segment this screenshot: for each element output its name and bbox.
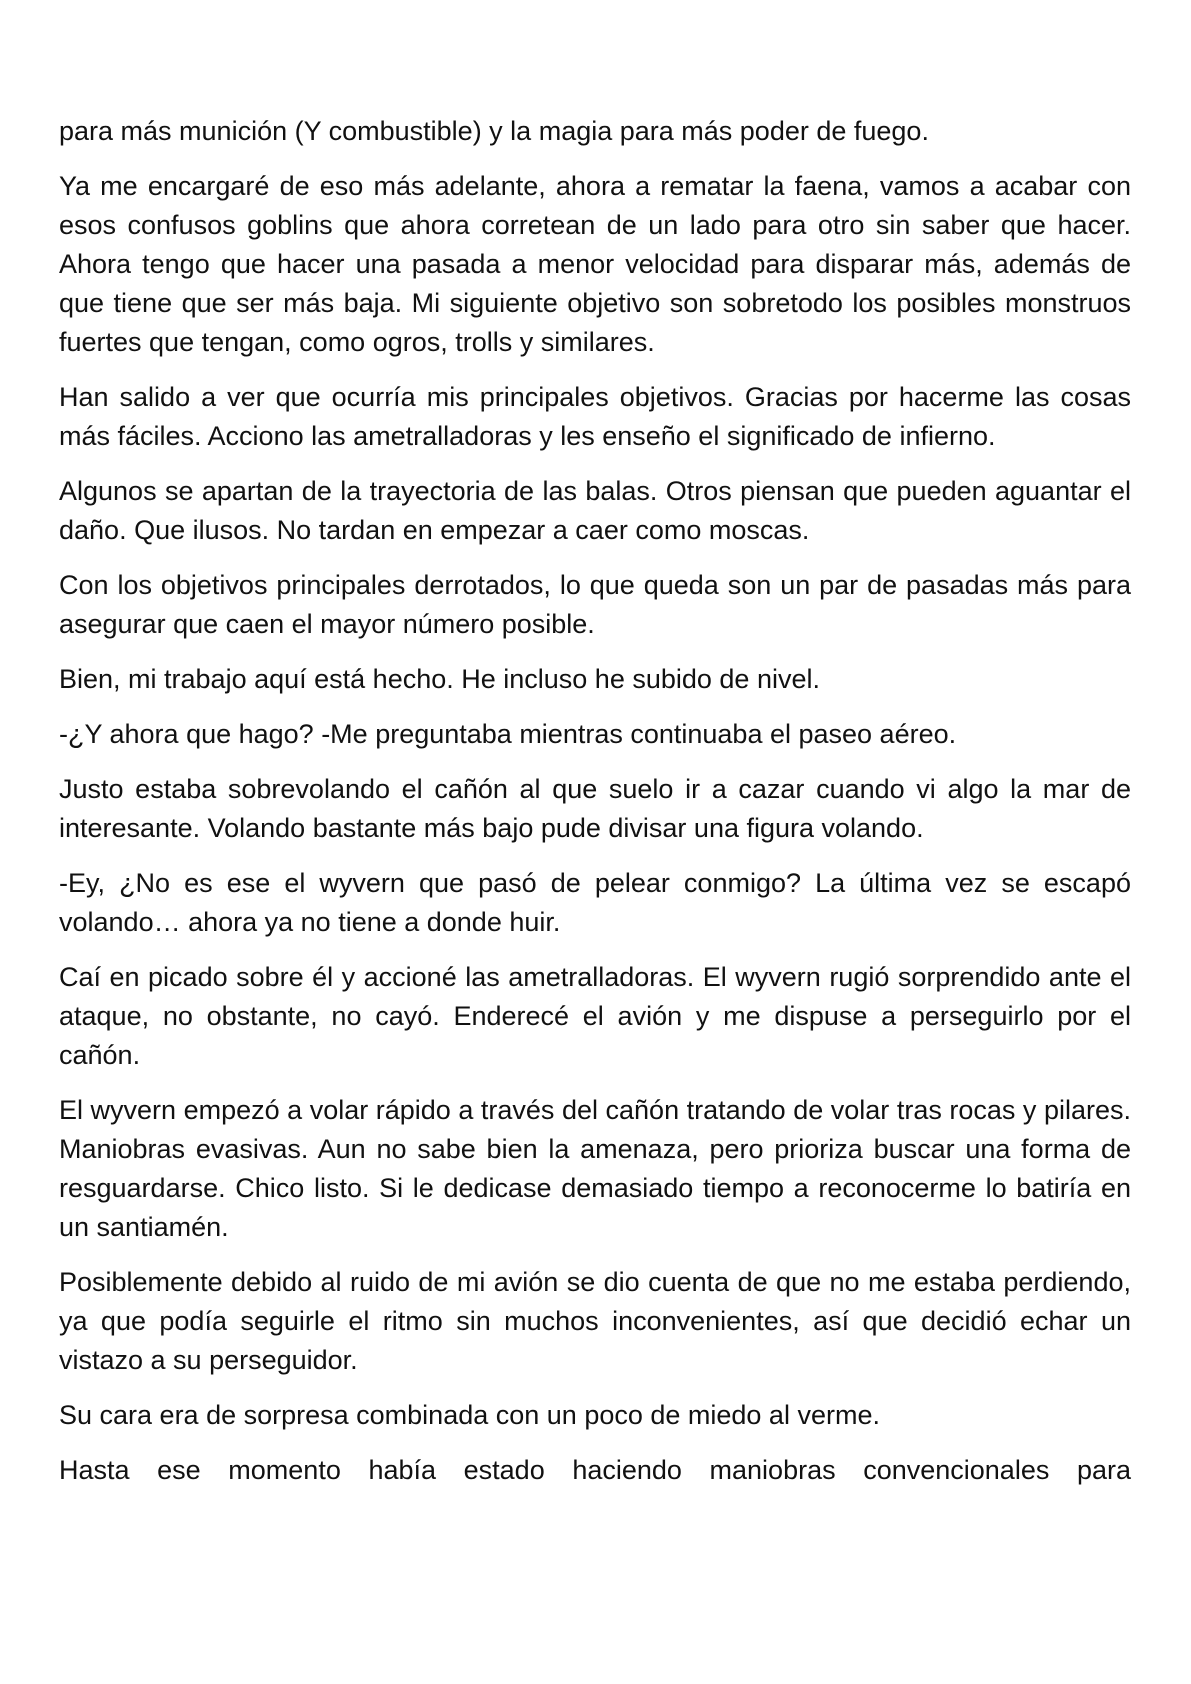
paragraph: Su cara era de sorpresa combinada con un poco de miedo al verme. xyxy=(59,1400,880,1430)
paragraph: Bien, mi trabajo aquí está hecho. He incluso he subido de nivel. xyxy=(59,664,820,694)
paragraph: para más munición (Y combustible) y la magia para más poder de fuego. xyxy=(59,116,929,146)
paragraph: Posiblemente debido al ruido de mi avión se dio cuenta de que no me estaba perdiendo, ya que podía seguirle el ritmo sin muchos inconvenientes, así que decidió echar un vistazo a su perseguidor. xyxy=(59,1267,1131,1375)
paragraph: Justo estaba sobrevolando el cañón al que suelo ir a cazar cuando vi algo la mar de interesante. Volando bastante más bajo pude divisar una figura volando. xyxy=(59,774,1131,843)
paragraph: Caí en picado sobre él y accioné las ametralladoras. El wyvern rugió sorprendido ante el ataque, no obstante, no cayó. Enderecé el avión y me dispuse a perseguirlo por el cañón. xyxy=(59,962,1131,1070)
paragraph: El wyvern empezó a volar rápido a través del cañón tratando de volar tras rocas y pilares. Maniobras evasivas. Aun no sabe bien la amenaza, pero prioriza buscar una forma de resguardarse. Chico listo. Si le dedicase demasiado tiempo a reconocerme lo batiría en un santiamén. xyxy=(59,1095,1131,1242)
paragraph: Han salido a ver que ocurría mis principales objetivos. Gracias por hacerme las cosas más fáciles. Acciono las ametralladoras y les enseño el significado de infierno. xyxy=(59,382,1131,451)
document-page xyxy=(59,112,1131,1506)
paragraph: Algunos se apartan de la trayectoria de las balas. Otros piensan que pueden aguantar el daño. Que ilusos. No tardan en empezar a caer como moscas. xyxy=(59,476,1131,545)
paragraph: Ya me encargaré de eso más adelante, ahora a rematar la faena, vamos a acabar con esos confusos goblins que ahora corretean de un lado para otro sin saber que hacer. Ahora tengo que hacer una pasada a menor velocidad para disparar más, además de que tiene que ser más baja. Mi siguiente objetivo son sobretodo los posibles monstruos fuertes que tengan, como ogros, trolls y similares. xyxy=(59,171,1131,357)
paragraph: Con los objetivos principales derrotados, lo que queda son un par de pasadas más para asegurar que caen el mayor número posible. xyxy=(59,570,1131,639)
paragraph: -Ey, ¿No es ese el wyvern que pasó de pelear conmigo? La última vez se escapó volando… ahora ya no tiene a donde huir. xyxy=(59,868,1131,937)
paragraph: -¿Y ahora que hago? -Me preguntaba mientras continuaba el paseo aéreo. xyxy=(59,719,957,749)
paragraph-continued: Hasta ese momento había estado haciendo maniobras convencionales para xyxy=(59,1455,1131,1485)
